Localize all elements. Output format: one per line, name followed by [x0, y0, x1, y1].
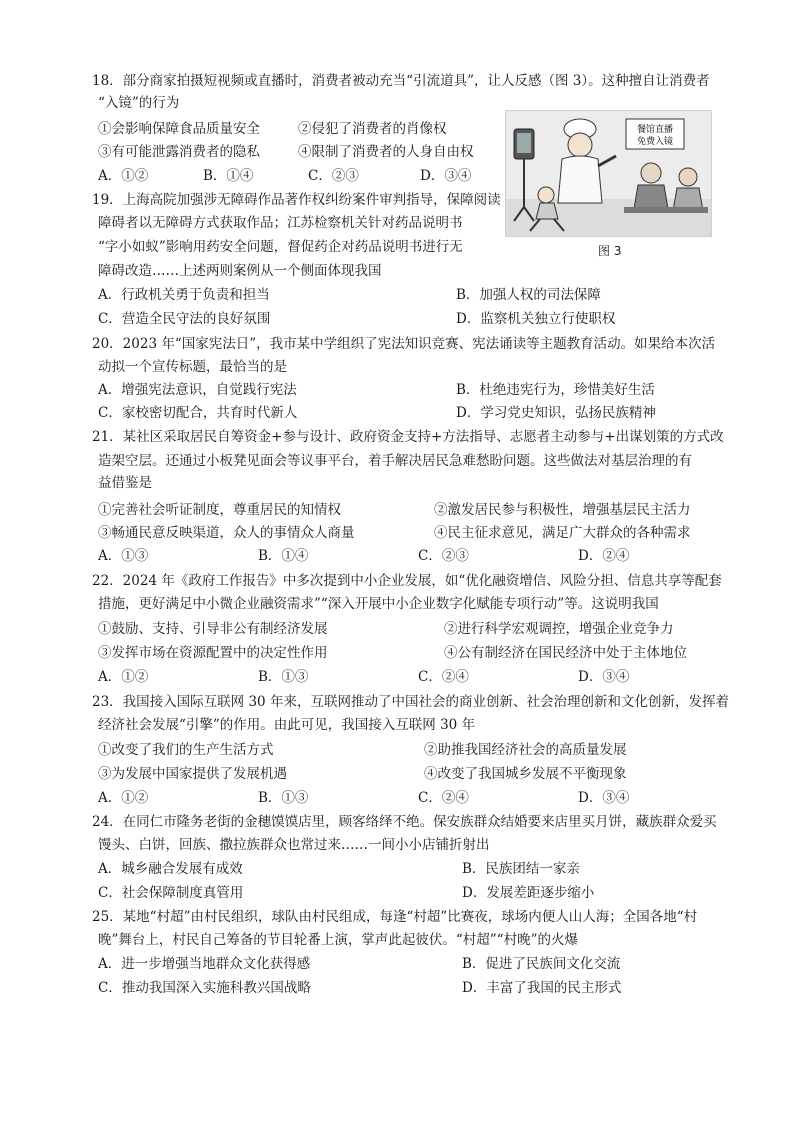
- q22-choice-c: C．②④: [418, 669, 469, 685]
- q23-option-1: ①改变了我们的生产生活方式: [98, 742, 274, 758]
- q23-option-2: ②助推我国经济社会的高质量发展: [424, 742, 627, 758]
- q20-choice-b: B．杜绝违宪行为，珍惜美好生活: [456, 382, 655, 398]
- q24-choice-c: C．社会保障制度真管用: [98, 885, 244, 901]
- q20-stem-2: 动拟一个宣传标题，最恰当的是: [98, 359, 287, 375]
- q25-choice-a: A．进一步增强当地群众文化获得感: [98, 956, 311, 972]
- q22-option-3: ③发挥市场在资源配置中的决定性作用: [98, 645, 328, 661]
- q19-stem: 19．上海高院加强涉无障碍作品著作权纠纷案件审判指导，保障阅读: [92, 192, 501, 208]
- q18-choice-d: D．③④: [420, 168, 472, 184]
- figure-3-cartoon: [505, 110, 712, 237]
- q21-stem-3: 益借鉴是: [98, 475, 152, 491]
- q22-stem-2: 措施，更好满足中小微企业融资需求”“深入开展中小企业数字化赋能专项行动”等。这说明我国: [98, 596, 659, 612]
- q23-choice-b: B．①③: [258, 790, 309, 806]
- q23-choice-d: D．③④: [578, 790, 630, 806]
- q19-choice-d: D．监察机关独立行使职权: [456, 311, 616, 327]
- q21-stem: 21．某社区采取居民自筹资金+参与设计、政府资金支持+方法指导、志愿者主动参与+出谋划策的方式改: [92, 429, 724, 445]
- q20-stem: 20．2023 年“国家宪法日”，我市某中学组织了宪法知识竞赛、宪法诵读等主题教育活动。如果给本次活: [92, 336, 716, 352]
- q21-stem-2: 造架空层。还通过小板凳见面会等议事平台，着手解决居民急难愁盼问题。这些做法对基层治理的有: [98, 453, 692, 469]
- q19-stem-4: 障碍改造……上述两则案例从一个侧面体现我国: [98, 263, 382, 279]
- figure-sign-line1: 餐馆直播: [636, 125, 674, 135]
- q22-option-4: ④公有制经济在国民经济中处于主体地位: [444, 645, 687, 661]
- q25-choice-b: B．促进了民族间文化交流: [462, 956, 621, 972]
- q18-choice-b: B．①④: [203, 168, 254, 184]
- q24-choice-a: A．城乡融合发展有成效: [98, 861, 243, 877]
- q21-option-3: ③畅通民意反映渠道，众人的事情众人商量: [98, 525, 355, 541]
- q18-stem: 18．部分商家拍摄短视频或直播时，消费者被动充当“引流道具”，让人反感（图 3）。这种擅自让消费者: [92, 73, 710, 89]
- q22-option-2: ②进行科学宏观调控，增强企业竞争力: [444, 621, 674, 637]
- q21-choice-c: C．②③: [418, 548, 469, 564]
- q22-choice-a: A．①②: [98, 669, 149, 685]
- q19-choice-a: A．行政机关勇于负责和担当: [98, 287, 270, 303]
- cartoon-illustration: [506, 111, 711, 236]
- q18-stem-cont: “入镜”的行为: [98, 95, 180, 111]
- q23-option-4: ④改变了我国城乡发展不平衡现象: [424, 766, 627, 782]
- q24-choice-d: D．发展差距逐步缩小: [462, 885, 595, 901]
- q25-stem-2: 晚”舞台上，村民自己筹备的节目轮番上演，掌声此起彼伏。“村超”“村晚”的火爆: [98, 932, 579, 948]
- q22-choice-d: D．③④: [578, 669, 630, 685]
- q22-option-1: ①鼓励、支持、引导非公有制经济发展: [98, 621, 328, 637]
- q24-choice-b: B．民族团结一家亲: [462, 861, 580, 877]
- q23-stem-2: 经济社会发展“引擎”的作用。由此可见，我国接入互联网 30 年: [98, 717, 476, 733]
- q20-choice-a: A．增强宪法意识，自觉践行宪法: [98, 382, 297, 398]
- q21-choice-a: A．①③: [98, 548, 149, 564]
- q25-choice-c: C．推动我国深入实施科教兴国战略: [98, 980, 311, 996]
- q19-choice-c: C．营造全民守法的良好氛围: [98, 311, 271, 327]
- q24-stem-2: 馒头、白饼，回族、撒拉族群众也常过来……一间小小店铺折射出: [98, 837, 490, 853]
- q20-choice-c: C．家校密切配合，共育时代新人: [98, 405, 298, 421]
- q23-option-3: ③为发展中国家提供了发展机遇: [98, 766, 287, 782]
- q24-stem: 24．在同仁市隆务老街的金穗馍馍店里，顾客络绎不绝。保安族群众结婚要来店里买月饼，藏族群众爱买: [92, 814, 717, 830]
- q25-stem: 25．某地“村超”由村民组织，球队由村民组成，每逢“村超”比赛夜，球场内便人山人海；全国各地“村: [92, 909, 698, 925]
- q23-choice-a: A．①②: [98, 790, 149, 806]
- figure-sign-line2: 免费入镜: [636, 137, 674, 147]
- q25-choice-d: D．丰富了我国的民主形式: [462, 980, 622, 996]
- q18-choice-c: C．②③: [308, 168, 359, 184]
- q21-option-4: ④民主征求意见，满足广大群众的各种需求: [434, 525, 691, 541]
- q18-option-3: ③有可能泄露消费者的隐私: [98, 144, 260, 160]
- q23-choice-c: C．②④: [418, 790, 469, 806]
- q22-stem: 22．2024 年《政府工作报告》中多次提到中小企业发展，如“优化融资增信、风险分担、信息共享等配套: [92, 573, 722, 589]
- q19-stem-2: 障碍者以无障碍方式获取作品；江苏检察机关针对药品说明书: [98, 215, 463, 231]
- q21-choice-d: D．②④: [578, 548, 630, 564]
- q18-choice-a: A．①②: [98, 168, 149, 184]
- q19-choice-b: B．加强人权的司法保障: [456, 287, 601, 303]
- q18-option-1: ①会影响保障食品质量安全: [98, 121, 260, 137]
- q20-choice-d: D．学习党史知识，弘扬民族精神: [456, 405, 656, 421]
- figure-3-caption: 图 3: [598, 244, 622, 258]
- q19-stem-3: “字小如蚁”影响用药安全问题，督促药企对药品说明书进行无: [98, 239, 463, 255]
- q18-option-4: ④限制了消费者的人身自由权: [298, 144, 474, 160]
- q23-stem: 23．我国接入国际互联网 30 年来，互联网推动了中国社会的商业创新、社会治理创新和文化创新，发挥着: [92, 694, 729, 710]
- q18-option-2: ②侵犯了消费者的肖像权: [298, 121, 447, 137]
- q21-option-2: ②激发居民参与积极性，增强基层民主活力: [434, 502, 691, 518]
- q22-choice-b: B．①③: [258, 669, 309, 685]
- q21-option-1: ①完善社会听证制度，尊重居民的知情权: [98, 502, 341, 518]
- q21-choice-b: B．①④: [258, 548, 309, 564]
